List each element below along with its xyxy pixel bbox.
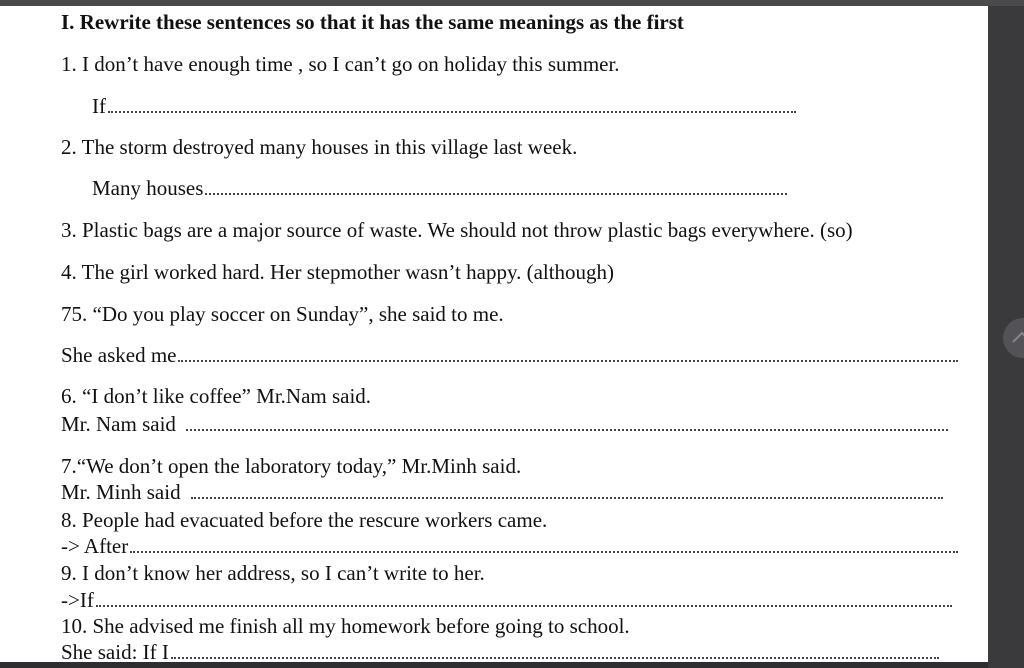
answer-blank-2[interactable] [205,177,787,195]
exercise-title: I. Rewrite these sentences so that it has the same meanings as the first [61,10,684,34]
answer-prefix-2: Many houses [92,176,204,200]
answer-prefix-8: -> After [61,534,129,558]
answer-blank-6[interactable] [186,413,948,431]
question-3: 3. Plastic bags are a major source of waste. We should not throw plastic bags everywhere. (so) [61,218,853,242]
document-page [0,6,988,662]
answer-line-2[interactable] [92,176,787,200]
answer-line-8[interactable] [61,534,958,558]
answer-prefix-5: She asked me [61,343,177,367]
answer-line-9[interactable] [61,588,952,612]
answer-prefix-7: Mr. Minh said [61,480,181,504]
answer-line-1[interactable] [92,94,796,118]
question-5: 75. “Do you play soccer on Sunday”, she said to me. [61,302,504,326]
answer-blank-5[interactable] [178,344,958,362]
answer-line-7[interactable] [61,480,943,504]
answer-line-5[interactable] [61,343,958,367]
scroll-up-handle[interactable] [1003,318,1024,358]
answer-blank-8[interactable] [130,535,958,553]
question-9: 9. I don’t know her address, so I can’t write to her. [61,561,485,585]
answer-prefix-6: Mr. Nam said [61,412,176,436]
answer-blank-9[interactable] [96,589,952,607]
question-8: 8. People had evacuated before the rescure workers came. [61,508,548,532]
question-10: 10. She advised me finish all my homework before going to school. [61,614,630,638]
question-4: 4. The girl worked hard. Her stepmother wasn’t happy. (although) [61,260,615,284]
question-6: 6. “I don’t like coffee” Mr.Nam said. [61,384,372,408]
answer-line-6[interactable] [61,412,948,436]
answer-prefix-10: She said: If I [61,640,169,662]
question-7: 7.“We don’t open the laboratory today,” Mr.Minh said. [61,454,522,478]
answer-prefix-9: ->If [61,588,94,612]
answer-blank-1[interactable] [108,95,796,113]
answer-prefix-1: If [92,94,106,118]
answer-blank-10[interactable] [171,641,939,659]
question-2: 2. The storm destroyed many houses in this village last week. [61,135,578,159]
answer-line-10[interactable] [61,640,939,662]
chevron-up-icon [1011,328,1024,348]
answer-blank-7[interactable] [191,481,943,499]
question-1: 1. I don’t have enough time , so I can’t go on holiday this summer. [61,52,620,76]
page-bottom-edge [0,662,988,668]
